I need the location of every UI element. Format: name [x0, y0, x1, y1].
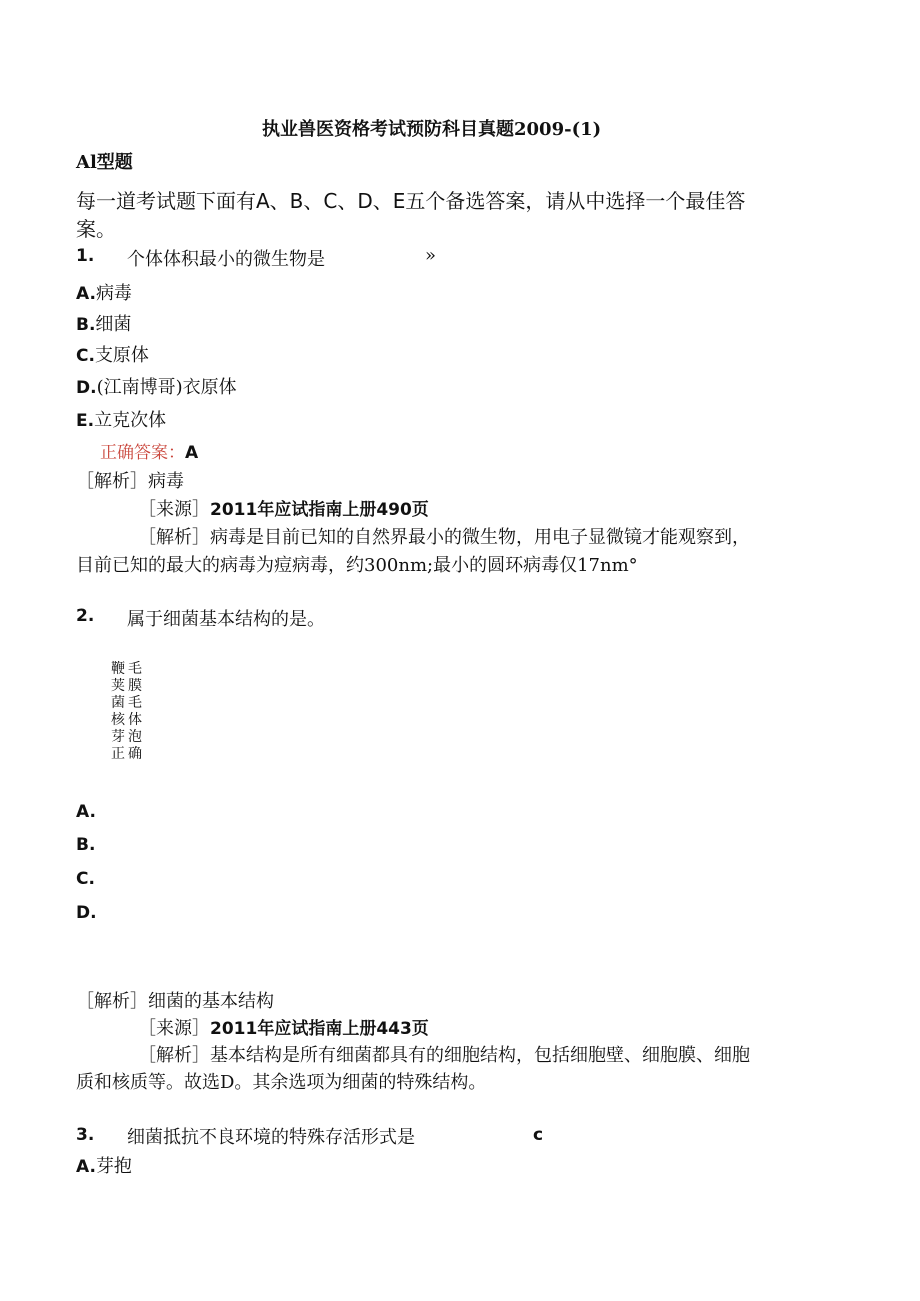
instructions-line-2: 案。 — [76, 217, 116, 241]
answer-value: A — [185, 443, 199, 463]
q2-choices-grid — [111, 661, 145, 763]
q3-text: 细菌抵抗不良环境的特殊存活形式是 — [127, 1127, 415, 1148]
source-value: 2011年应试指南上册443页 — [210, 1019, 429, 1039]
q2-source — [138, 1014, 429, 1040]
option-text: (江南博哥)衣原体 — [96, 377, 237, 398]
page-title: 执业兽医资格考试预防科目真题2009-(1) — [262, 119, 602, 140]
q2-text: 属于细菌基本结构的是。 — [127, 609, 325, 630]
q1-analysis-heading: ［解析］病毒 — [76, 471, 184, 492]
q2-detail-line-2: 质和核质等。故选D。其余选项为细菌的特殊结构。 — [76, 1072, 487, 1093]
q2-option-b[interactable]: B. — [76, 835, 96, 855]
q2-number: 2. — [76, 606, 95, 626]
source-value: 2011年应试指南上册490页 — [210, 500, 429, 520]
q1-text: 个体体积最小的微生物是 — [127, 249, 325, 270]
option-letter: C. — [76, 346, 95, 366]
q3-number: 3. — [76, 1125, 95, 1145]
q2-option-a[interactable]: A. — [76, 802, 96, 822]
q1-source — [138, 495, 429, 521]
q1-option-d[interactable] — [76, 373, 237, 399]
q3-option-a[interactable] — [76, 1152, 132, 1178]
source-label: ［来源］ — [138, 1018, 210, 1039]
q1-mark: » — [425, 245, 437, 266]
q2-option-c[interactable]: C. — [76, 869, 95, 889]
option-letter: A. — [76, 284, 96, 304]
option-text: 细菌 — [95, 314, 132, 335]
q1-answer — [100, 438, 198, 463]
option-text: 病毒 — [95, 283, 132, 304]
grid-row: 芽泡 — [111, 729, 145, 745]
grid-row: 正确 — [111, 746, 145, 762]
q1-detail-line-1: ［解析］病毒是目前已知的自然界最小的微生物，用电子显微镜才能观察到， — [138, 527, 750, 548]
q1-option-c[interactable] — [76, 341, 149, 367]
q2-analysis-heading: ［解析］细菌的基本结构 — [76, 991, 274, 1012]
q2-detail-line-1: ［解析］基本结构是所有细菌都具有的细胞结构，包括细胞壁、细胞膜、细胞 — [138, 1045, 750, 1066]
q3-mark: c — [533, 1125, 544, 1145]
section-heading: Al型题 — [76, 152, 133, 173]
instructions-line-1: 每一道考试题下面有A、B、C、D、E五个备选答案，请从中选择一个最佳答 — [76, 189, 746, 213]
option-letter: E. — [76, 411, 95, 431]
q1-detail-line-2: 目前已知的最大的病毒为痘病毒，约300nm;最小的圆环病毒仅17nm° — [76, 555, 638, 576]
option-letter: D. — [76, 378, 97, 398]
q1-option-a[interactable] — [76, 279, 132, 305]
answer-label: 正确答案： — [100, 443, 185, 463]
source-label: ［来源］ — [138, 499, 210, 520]
option-letter: A. — [76, 1157, 96, 1177]
grid-row: 鞭毛 — [111, 661, 145, 677]
q1-number: 1. — [76, 246, 95, 266]
q1-option-e[interactable] — [76, 406, 166, 432]
option-text: 芽抱 — [95, 1156, 132, 1177]
option-text: 立克次体 — [94, 410, 167, 431]
grid-row: 菌毛 — [111, 695, 145, 711]
grid-row: 荚膜 — [111, 678, 145, 694]
q1-option-b[interactable] — [76, 310, 131, 336]
option-letter: B. — [76, 315, 96, 335]
grid-row: 核体 — [111, 712, 145, 728]
option-text: 支原体 — [94, 345, 149, 366]
q2-option-d[interactable]: D. — [76, 903, 97, 923]
